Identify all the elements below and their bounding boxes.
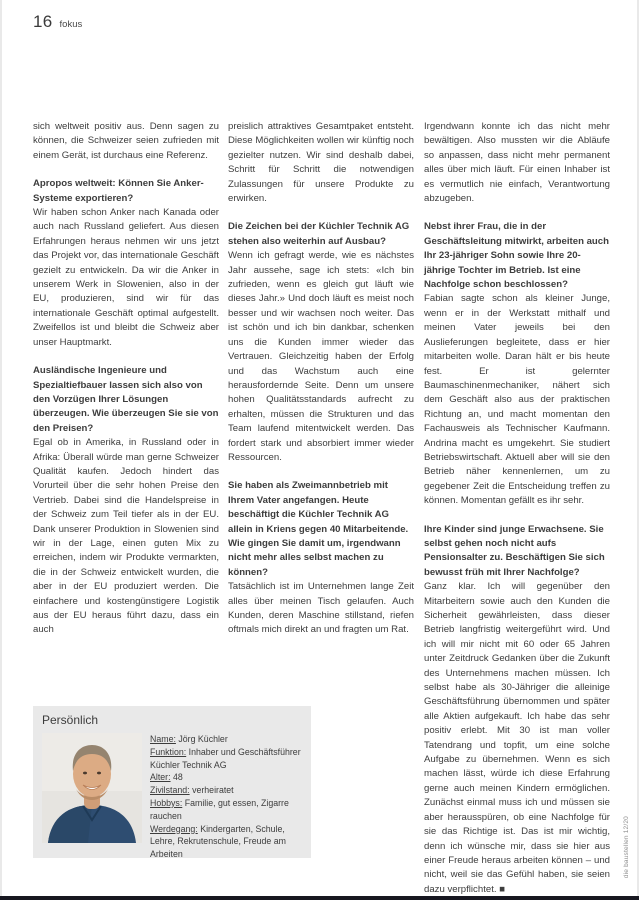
profile-field-label: Zivilstand: <box>150 785 190 796</box>
profile-fields <box>150 733 302 861</box>
interview-question: Sie haben als Zweimannbetrieb mit Ihrem Vater angefangen. Heute beschäftigt die Küchler Technik AG allein in Kriens gegen 40 Mitarbeitende. Wie gingen Sie damit um, irgendwann nicht mehr alles selbst machen zu können? <box>228 480 409 578</box>
profile-field-value: verheiratet <box>192 785 234 796</box>
paragraph: Egal ob in Amerika, in Russland oder in Afrika: Überall würde man gerne Schweizer Qualität kaufen. Jedoch hindert das Vorurteil über die sehr hohen Preise den Vertrieb. Dabei sind die Handelspreise in der Schweiz zum Teil tiefer als in der EU. Dank unserer Produktion in Slowenien sind wir in der Lage, einen guten Mix zu erreichen, indem wir Produkte vermarkten, die in der Schweiz entwickelt wurden, die aber in der EU produziert werden. Die einfachere und kostengünstigere Logistik aus der EU heraus führt dazu, dass ein auch <box>33 437 219 636</box>
paragraph: Wir haben schon Anker nach Kanada oder auch nach Russland geliefert. Aus diesen Erfahrungen heraus nehmen wir uns jetzt das Projekt vor, das internationale Geschäft gezielt zu entwickeln. Da wir die Anker in unserem Werk in Slowenien, also in der EU, produzieren, sind wir für das internationale Geschäft optimal aufgestellt. Zweifellos ist und bleibt die Schweiz aber unser Hauptmarkt. <box>33 207 219 348</box>
paragraph: Tatsächlich ist im Unternehmen lange Zeit alles über meinen Tisch gelaufen. Auch Kunden, deren Maschine stillstand, riefen oftmals mich direkt an und fragten um Rat. <box>228 581 414 636</box>
article-column-3 <box>424 120 610 897</box>
portrait-photo <box>42 733 142 843</box>
magazine-issue-label: die baustellen 12/20 <box>623 815 630 878</box>
profile-box <box>33 706 311 858</box>
profile-field-label: Alter: <box>150 772 171 783</box>
paragraph: preislich attraktives Gesamtpaket entsteht. Diese Möglichkeiten wollen wir künftig noch gezielter nutzen. Wir sind deshalb dabei, Schritt für Schritt die notwendigen Zulassungen für unsere Produkte zu erwirken. <box>228 121 414 205</box>
profile-field-label: Name: <box>150 734 176 744</box>
paragraph: Irgendwann konnte ich das nicht mehr bewältigen. Also mussten wir die Abläufe so anpassen, dass nicht mehr permanent alles über mich läuft. Für einen Inhaber ist es vermutlich nie einfach, Verantwortung abzugeben. <box>424 121 610 205</box>
profile-field-value: Inhaber und Geschäftsführer Küchler Technik AG <box>150 746 301 770</box>
profile-field-value: Kindergarten, Schule, Lehre, Rekrutenschule, Freude am Arbeiten <box>150 823 286 860</box>
interview-question: Apropos weltweit: Können Sie Anker-Systeme exportieren? <box>33 178 204 204</box>
article-column-1 <box>33 120 219 638</box>
section-label: fokus <box>59 19 83 30</box>
page-number: 16 <box>33 12 53 31</box>
paragraph: Wenn ich gefragt werde, wie es nächstes Jahr aussehe, sage ich stets: «Ich bin zufrieden, wenn es gleich gut läuft wie dieses Jahr.» Und doch läuft es meist noch besser und wir wachsen noch weiter. Das ist schön und ich bin dankbar, schenken uns die Kunden immer wieder das Vertrauen. Gleichzeitig haben der Erfolg und das Wachstum auch eine herausfordernde Seite. Denn um unsere hohen Qualitätsstandards aufrecht zu erhalten, müssen die Strukturen und das Team laufend mitentwickelt werden. Das fordert stark und absorbiert immer wieder Ressourcen. <box>228 250 414 463</box>
page-header <box>33 12 82 32</box>
profile-box-title: Persönlich <box>42 713 99 727</box>
profile-field-label: Hobbys: <box>150 797 183 808</box>
interview-question: Ausländische Ingenieure und Spezialtiefbauer lassen sich also von den Vorzügen Ihrer Lösungen überzeugen. Wie überzeugen Sie sie von den Preisen? <box>33 365 219 434</box>
interview-question: Die Zeichen bei der Küchler Technik AG stehen also weiterhin auf Ausbau? <box>228 221 410 247</box>
profile-field-label: Funktion: <box>150 746 187 757</box>
profile-field-value: 48 <box>173 772 183 783</box>
profile-field-value: Jörg Küchler <box>178 734 228 744</box>
profile-field-value: Familie, gut essen, Zigarre rauchen <box>150 797 289 821</box>
interview-question: Ihre Kinder sind junge Erwachsene. Sie selbst gehen noch nicht aufs Pensionsalter zu. Beschäftigen Sie sich bewusst früh mit Ihrer Nachfolge? <box>424 523 605 578</box>
page-bottom-bar <box>0 896 639 900</box>
page-edge-left <box>0 0 2 900</box>
paragraph: Fabian sagte schon als kleiner Junge, wenn er in der Werkstatt mithalf und meinen Vater jeweils bei den Auslieferungen begleitete, dass er hier mitarbeiten wolle. Daran hält er bis heute fest. Er ist gelernter Baumaschinenmechaniker, nähert sich dem Geschäft also aus der praktischen Richtung an, und macht momentan den Fachausweis als Technischer Kaufmann. Andrina macht es umgekehrt. Sie studiert Betriebswirtschaft. Aktuell aber will sie den Betrieb näher kennenlernen, um zu gegebener Zeit die Entscheidung treffen zu können. Momentan gefällt es ihr sehr. <box>424 293 610 507</box>
paragraph: sich weltweit positiv aus. Denn sagen zu können, die Schweizer seien zufrieden mit einem Gerät, ist durchaus eine Referenz. <box>33 121 219 161</box>
interview-question: Nebst ihrer Frau, die in der Geschäftsleitung mitwirkt, arbeiten auch Ihr 23-jähriger Sohn sowie Ihre 20-jährige Tochter im Betrieb. Ist eine Nachfolge schon beschlossen? <box>424 221 609 291</box>
paragraph: Ganz klar. Ich will gegenüber den Mitarbeitern sowie auch den Kunden die Sicherheit gewährleisten, dass dieser Betrieb langfristig weitergeführt wird. Und ich will mir nicht mit 60 oder 65 Jahren unter Zeitdruck Gedanken über die Zukunft des Unternehmens machen müssen. Ich selbst habe als 30-Jähriger die alleinige Geschäftsführung übernommen und später alle Aktien aufgekauft. Ich habe das sehr positiv erlebt. Mit 30 ist man voller Tatendrang und topfit, um eine solche Aufgabe zu übernehmen. Wenn es sich machen lässt, würde ich diese Erfahrung gerne auch meinen Kindern ermöglichen. Zunächst einmal muss ich und müssen sie aber herausspüren, ob eine Nachfolge für sie das Richtige ist. Das ist mir wichtig, denn ich wünsche mir, dass sie hier aus einer Freude heraus arbeiten können – und nicht, weil sie das Gefühl haben, sie seien dazu verpflichtet. ■ <box>424 581 610 895</box>
article-column-2 <box>228 120 414 638</box>
profile-field-label: Werdegang: <box>150 823 198 834</box>
